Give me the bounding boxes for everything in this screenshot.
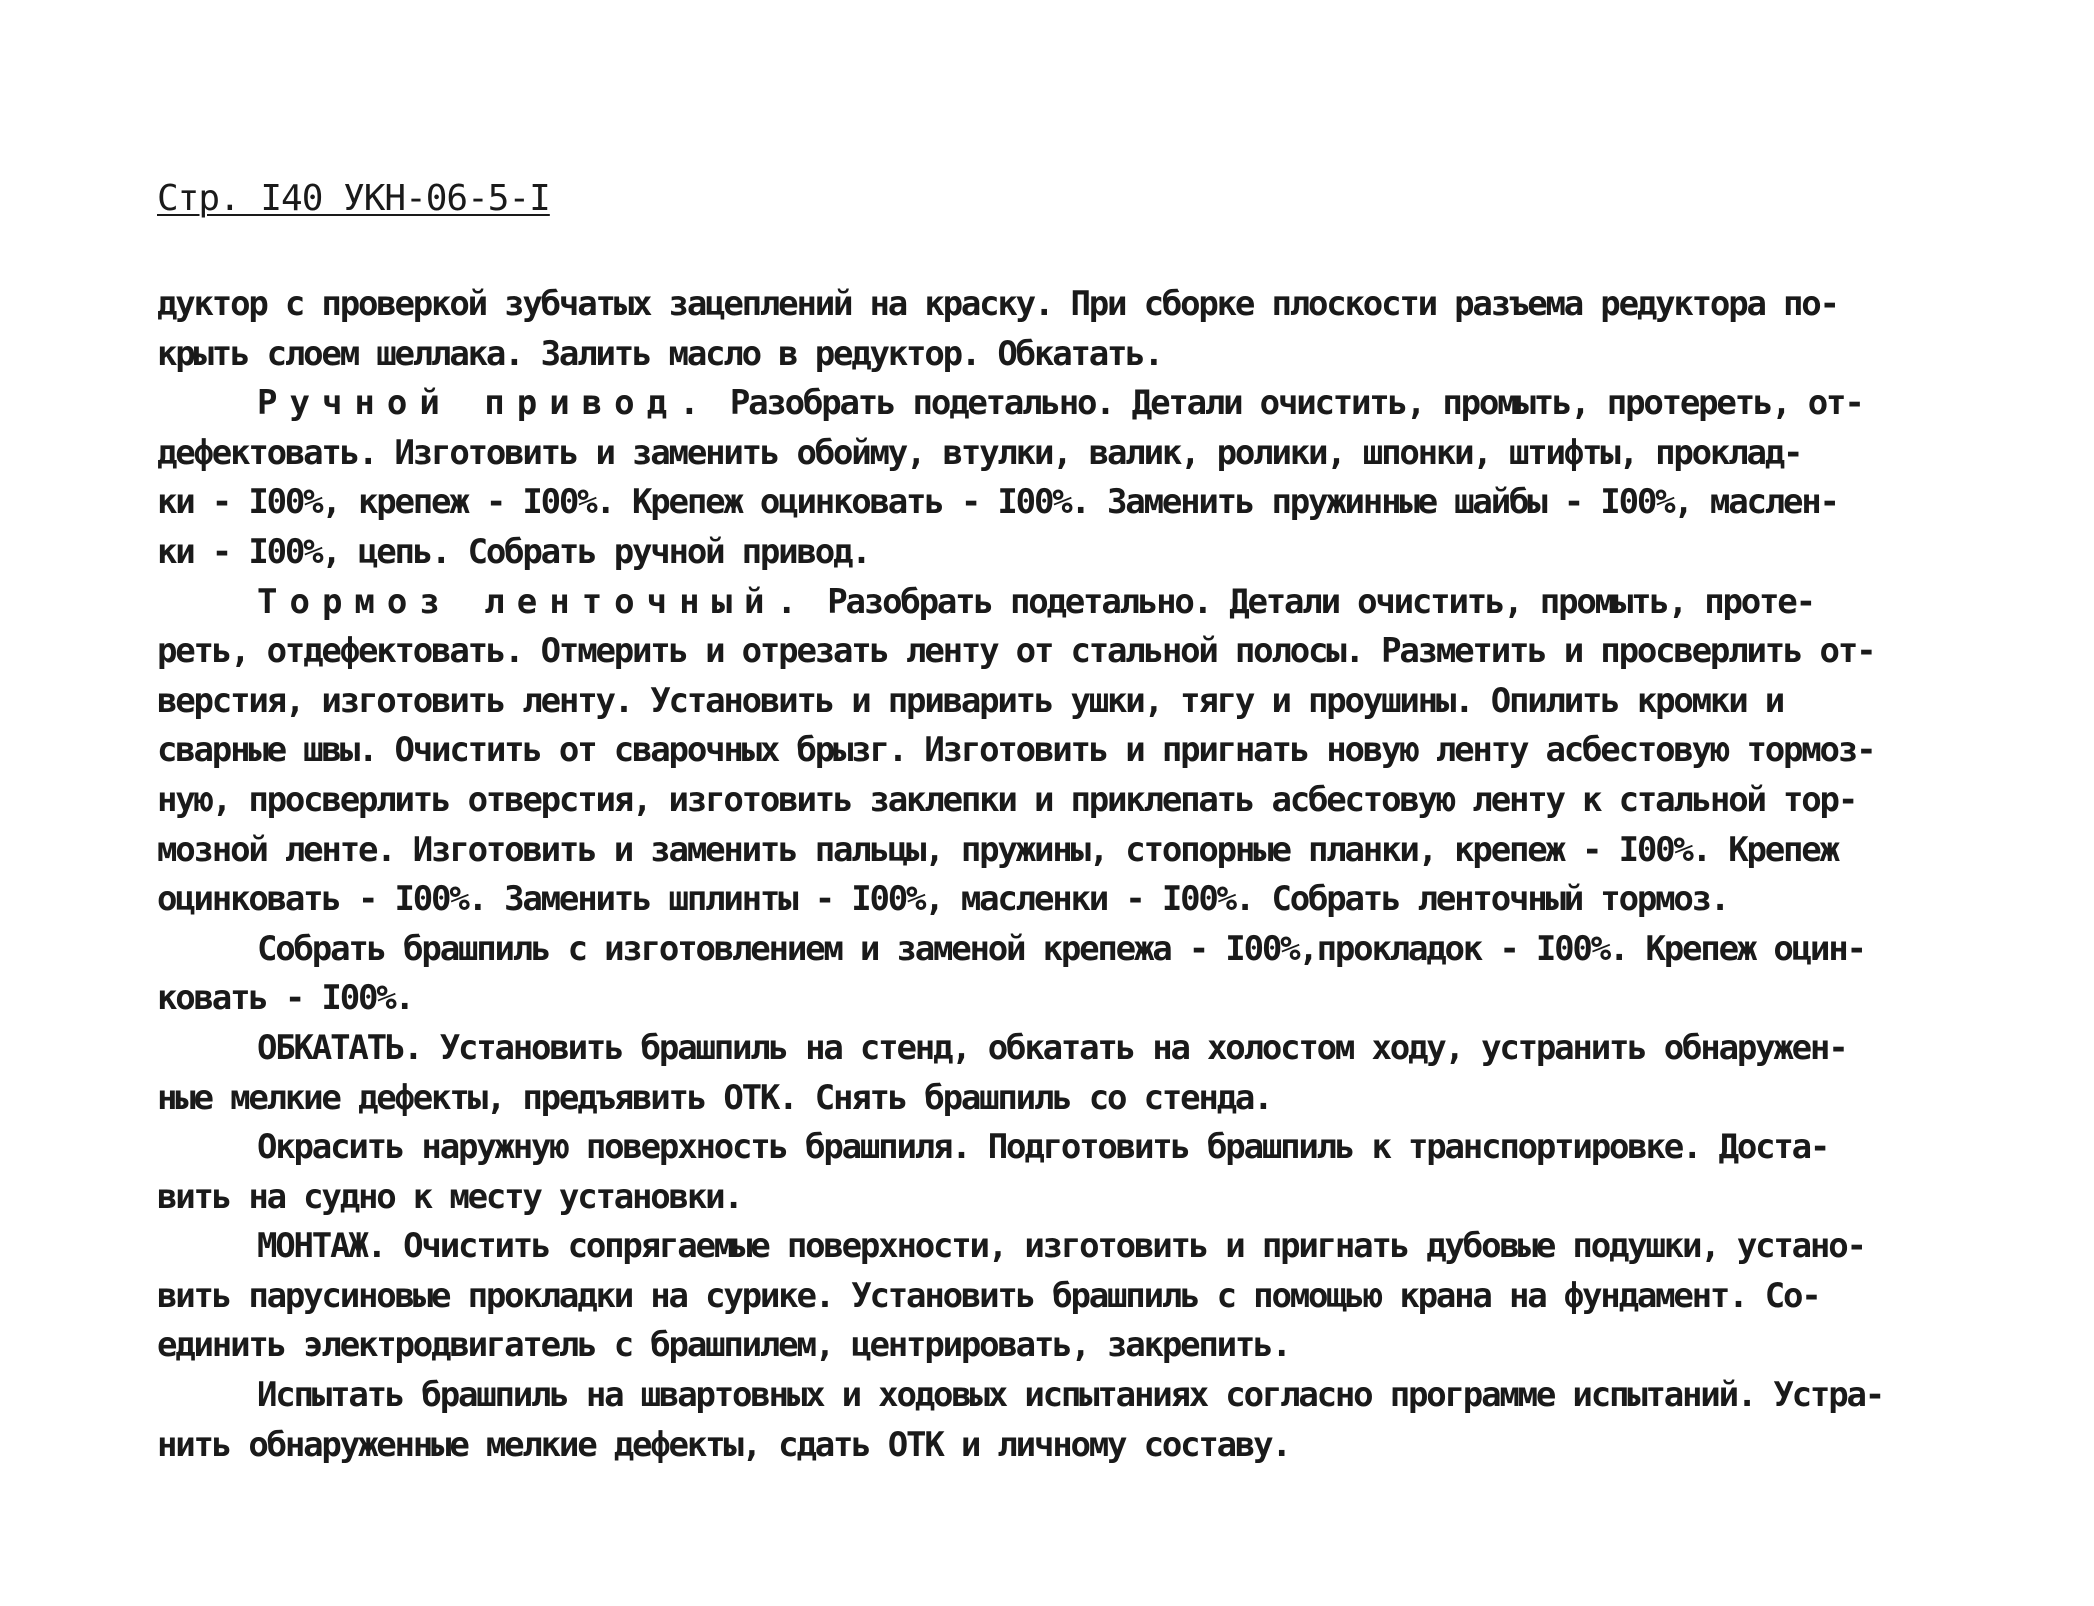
text-line <box>157 1024 2017 1074</box>
text-line <box>157 776 2017 826</box>
text-line <box>157 1321 2017 1371</box>
line-text: МОНТАЖ. Очистить сопрягаемые поверхности, изготовить и пригнать дубовые подушки, устано- <box>257 1226 1865 1267</box>
text-line <box>157 578 2017 628</box>
section-heading: Ручной привод. <box>257 383 712 424</box>
line-text: ковать - I00%. <box>157 978 413 1019</box>
text-line <box>157 627 2017 677</box>
line-text: вить на судно к месту установки. <box>157 1176 742 1217</box>
text-line <box>157 677 2017 727</box>
line-text: крыть слоем шеллака. Залить масло в редуктор. Обкатать. <box>157 333 1162 374</box>
text-line <box>157 1272 2017 1322</box>
line-text: ные мелкие дефекты, предъявить ОТК. Снять брашпиль со стенда. <box>157 1077 1272 1118</box>
text-line <box>157 1173 2017 1223</box>
line-text: вить парусиновые прокладки на сурике. Установить брашпиль с помощью крана на фундамент. Со- <box>157 1275 1820 1316</box>
text-line <box>157 826 2017 876</box>
line-text: Собрать брашпиль с изготовлением и заменой крепежа - I00%,прокладок - I00%. Крепеж оцин- <box>257 928 1865 969</box>
line-text: ОБКАТАТЬ. Установить брашпиль на стенд, обкатать на холостом ходу, устранить обнаружен- <box>257 1027 1847 1068</box>
document-body <box>157 280 2017 1470</box>
line-text: ную, просверлить отверстия, изготовить заклепки и приклепать асбестовую ленту к стальной тор- <box>157 779 1857 820</box>
line-text: единить электродвигатель с брашпилем, центрировать, закрепить. <box>157 1325 1290 1366</box>
line-text: верстия, изготовить ленту. Установить и приварить ушки, тягу и проушины. Опилить кромки и <box>157 680 1784 721</box>
page-header: Стр. I40 УКН-06-5-I <box>157 178 550 219</box>
text-line <box>157 974 2017 1024</box>
text-line <box>157 875 2017 925</box>
line-text: Разобрать подетально. Детали очистить, промыть, проте- <box>827 581 1814 622</box>
text-line <box>157 726 2017 776</box>
text-line <box>157 1123 2017 1173</box>
line-text: сварные швы. Очистить от сварочных брызг. Изготовить и пригнать новую ленту асбестовую тормоз- <box>157 730 1875 771</box>
text-line <box>157 280 2017 330</box>
text-line <box>157 1074 2017 1124</box>
line-text: мозной ленте. Изготовить и заменить пальцы, пружины, стопорные планки, крепеж - I00%. Крепеж <box>157 829 1838 870</box>
text-line <box>157 1371 2017 1421</box>
text-line <box>157 429 2017 479</box>
line-text: дефектовать. Изготовить и заменить обойму, втулки, валик, ролики, шпонки, штифты, проклад- <box>157 432 1802 473</box>
text-line <box>157 379 2017 429</box>
line-text: ки - I00%, цепь. Собрать ручной привод. <box>157 531 870 572</box>
text-line <box>157 528 2017 578</box>
text-line <box>157 478 2017 528</box>
line-text: Разобрать подетально. Детали очистить, промыть, протереть, от- <box>729 383 1863 424</box>
section-heading: Тормоз ленточный. <box>257 581 809 622</box>
line-text: Окрасить наружную поверхность брашпиля. Подготовить брашпиль к транспортировке. Доста- <box>257 1127 1829 1168</box>
text-line <box>157 925 2017 975</box>
line-text: ки - I00%, крепеж - I00%. Крепеж оцинковать - I00%. Заменить пружинные шайбы - I00%, маслен- <box>157 482 1838 523</box>
text-line <box>157 330 2017 380</box>
line-text: дуктор с проверкой зубчатых зацеплений на краску. При сборке плоскости разъема редуктора по- <box>157 284 1838 324</box>
line-text: оцинковать - I00%. Заменить шплинты - I00%, масленки - I00%. Собрать ленточный тормоз. <box>157 879 1729 920</box>
text-line <box>157 1421 2017 1471</box>
text-line <box>157 1222 2017 1272</box>
line-text: нить обнаруженные мелкие дефекты, сдать ОТК и личному составу. <box>157 1424 1290 1465</box>
line-text: реть, отдефектовать. Отмерить и отрезать ленту от стальной полосы. Разметить и просверлить от- <box>157 631 1875 672</box>
line-text: Испытать брашпиль на швартовных и ходовых испытаниях согласно программе испытаний. Устра- <box>257 1375 1884 1416</box>
